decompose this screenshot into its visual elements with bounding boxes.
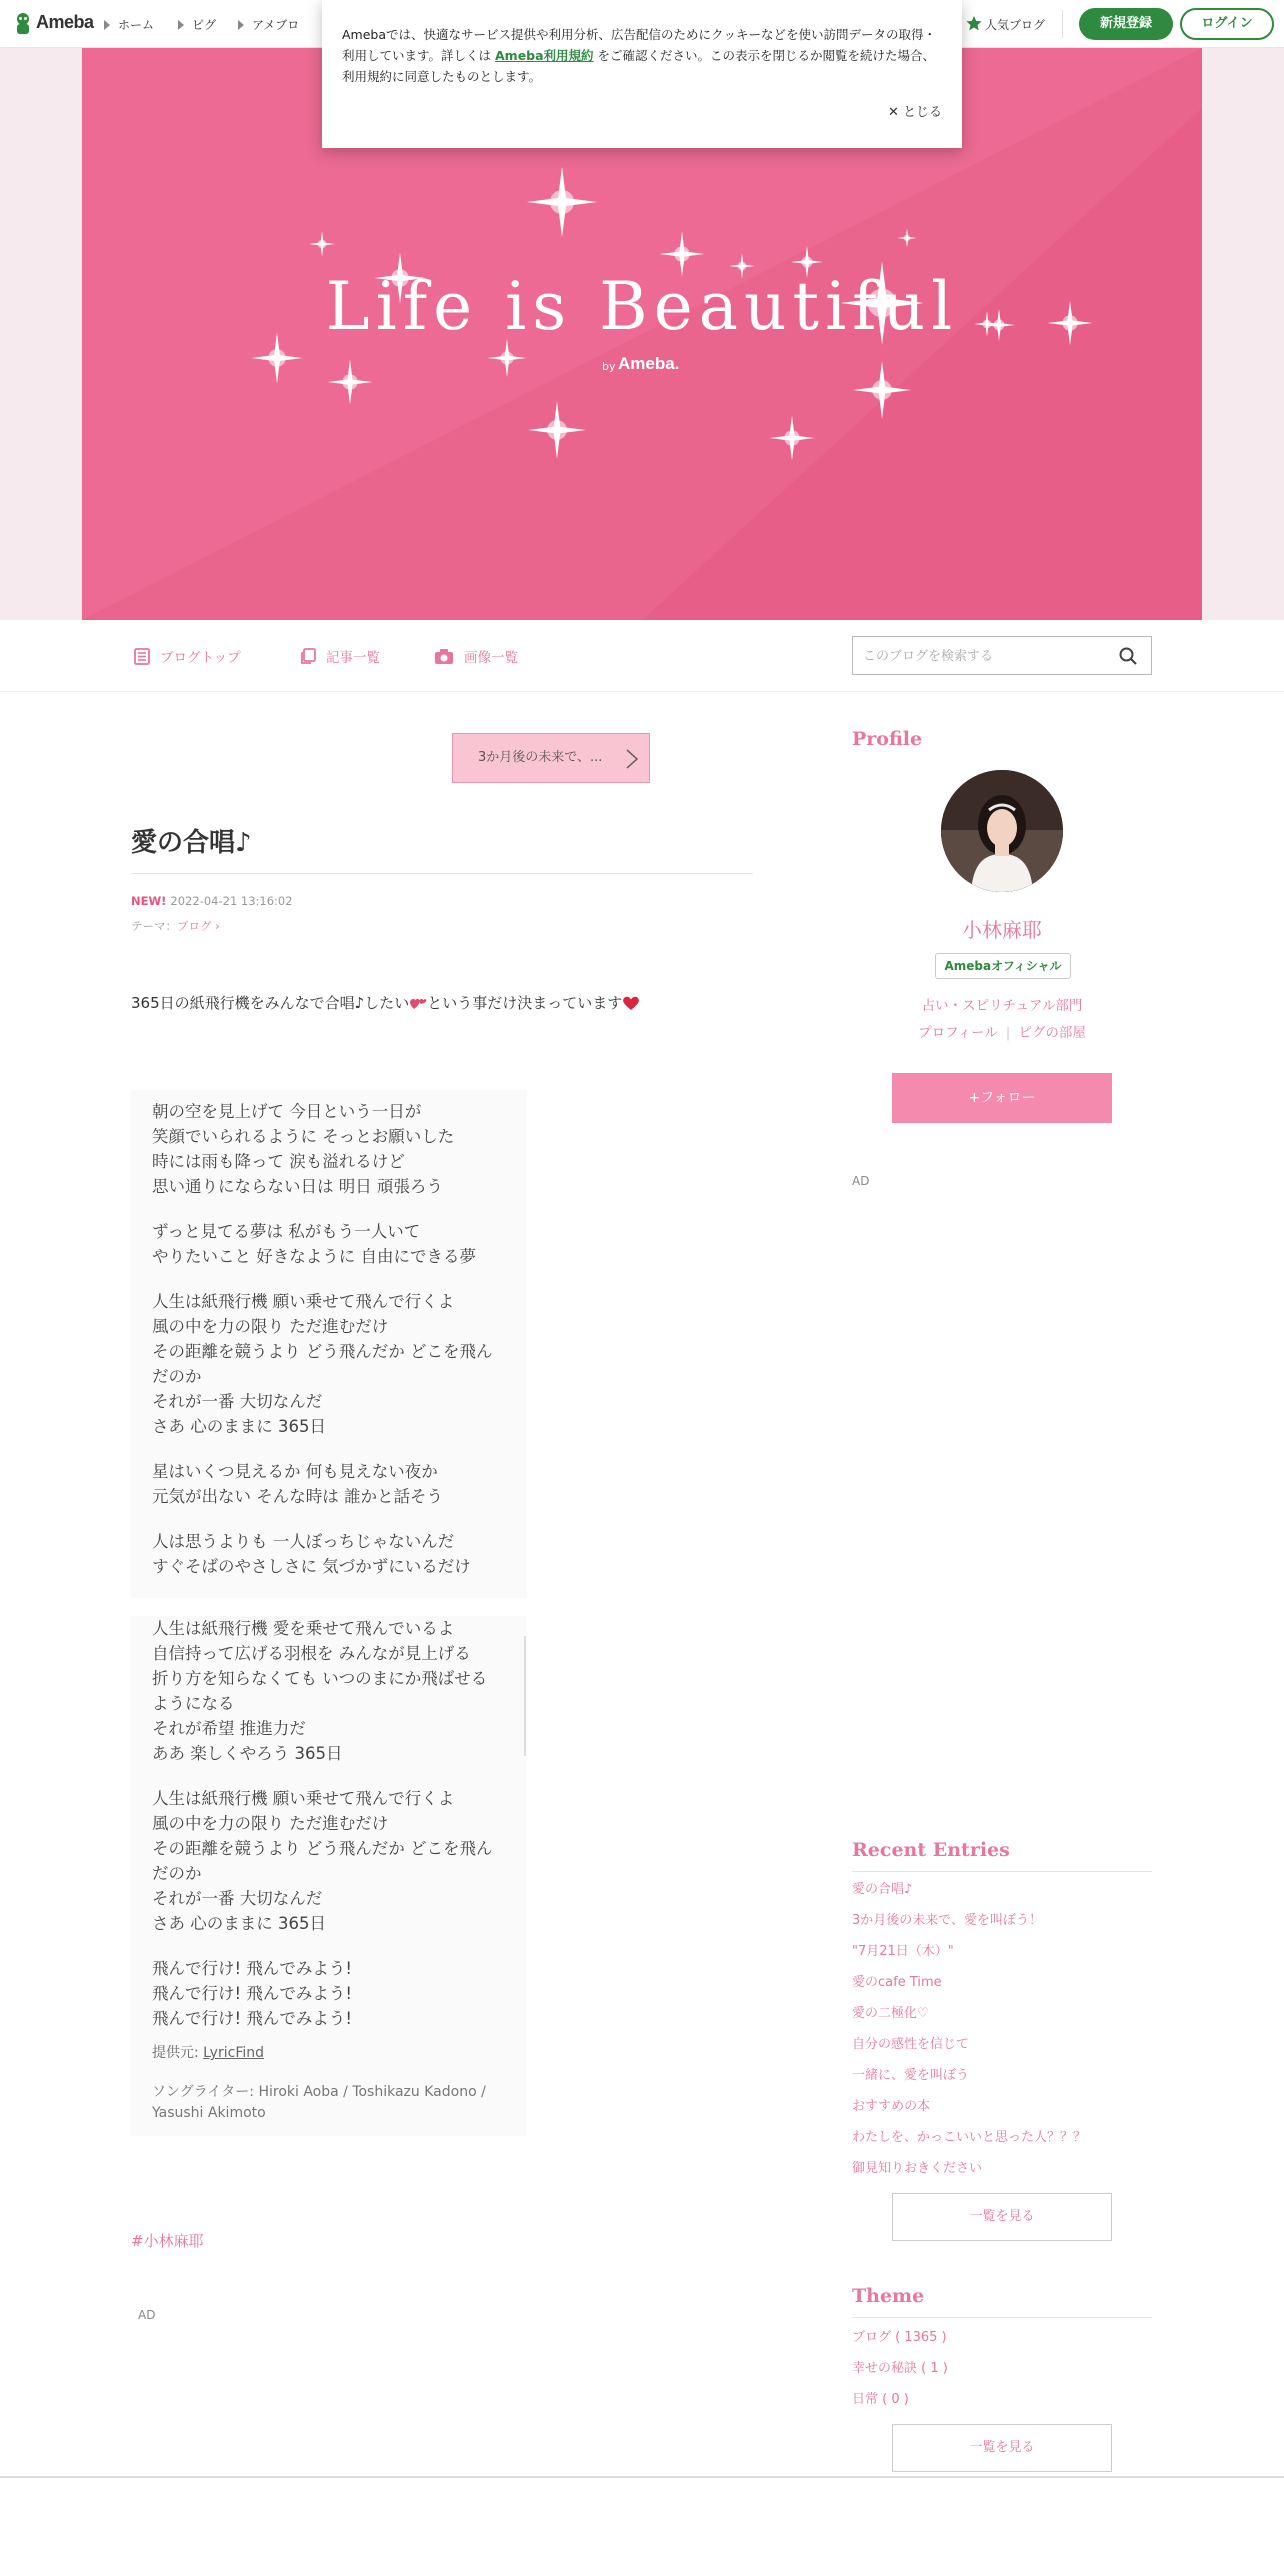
lyrics-stanza — [152, 1956, 527, 2031]
tab-image-list[interactable]: 画像一覧 — [434, 646, 518, 666]
lyrics-stanza — [152, 1786, 527, 1936]
profile-links: プロフィール | ピグの部屋 — [918, 1025, 1086, 1041]
heart-icon — [622, 995, 640, 1011]
divider — [131, 873, 753, 874]
lyrics-line: 元気が出ない そんな時は 誰かと話そう — [152, 1487, 443, 1506]
theme-more-button[interactable]: 一覧を見る — [892, 2424, 1112, 2472]
ad-label: AD — [852, 1174, 870, 1188]
hero-brand: Ameba. — [618, 354, 680, 373]
profile-photo — [941, 770, 1063, 892]
lyrics-line: 朝の空を見上げて 今日という一日が — [152, 1102, 422, 1121]
theme-link[interactable]: ブログ › — [177, 919, 220, 933]
nav-pigg[interactable]: ピグ — [178, 16, 216, 33]
lyrics-line: 飛んで行け! 飛んでみよう! — [152, 1984, 352, 2003]
sparkle-icon — [309, 231, 335, 257]
recent-entry-link[interactable]: 3か月後の未来で、愛を叫ぼう！ — [852, 1913, 1043, 1928]
login-button[interactable]: ログイン — [1180, 8, 1274, 40]
close-icon: ✕ — [887, 105, 903, 120]
recent-more-button[interactable]: 一覧を見る — [892, 2193, 1112, 2241]
article-title[interactable]: 愛の合唱♪ — [131, 828, 252, 858]
hero-by: by — [602, 360, 616, 373]
tab-article-list[interactable]: 記事一覧 — [300, 646, 380, 666]
divider — [1062, 10, 1063, 38]
lyrics-line: それが希望 推進力だ — [152, 1719, 306, 1738]
previous-article-button[interactable]: 3か月後の未来で、... — [452, 733, 650, 783]
recent-entry-link[interactable]: 愛の合唱♪ — [852, 1882, 913, 1897]
article-intro: 365日の紙飛行機をみんなで合唱♪したい という事だけ決まっています — [131, 992, 640, 1013]
lyrics-stanza — [152, 1616, 527, 1766]
lyrics-stanza — [152, 1219, 527, 1269]
hashtag-link[interactable]: #小林麻耶 — [131, 2232, 204, 2250]
lyrics-line: 人は思うよりも 一人ぼっちじゃないんだ — [152, 1532, 455, 1551]
document-icon — [134, 648, 150, 665]
lyrics-stanza — [152, 1289, 527, 1439]
ameba-logo-text[interactable]: Ameba — [36, 12, 94, 32]
lyrics-line: 人生は紙飛行機 愛を乗せて飛んでいるよ — [152, 1619, 455, 1638]
nav-ameblo[interactable]: アメブロ — [238, 16, 299, 33]
lyrics-line: ああ 楽しくやろう 365日 — [152, 1744, 343, 1763]
sparkle-icon — [527, 167, 597, 237]
register-button[interactable]: 新規登録 — [1079, 8, 1173, 40]
blog-nav — [0, 620, 1284, 692]
lyrics-line: 飛んで行け! 飛んでみよう! — [152, 1959, 352, 1978]
lyrics-line: 人生は紙飛行機 願い乗せて飛んで行くよ — [152, 1789, 455, 1808]
recent-entry-link[interactable]: 一緒に、愛を叫ぼう — [852, 2068, 970, 2083]
lyrics-line: やりたいこと 好きなように 自由にできる夢 — [152, 1247, 476, 1266]
cookie-text: Amebaでは、快適なサービス提供や利用分析、広告配信のためにクッキーなどを使い訪問データの取得・利用しています。詳しくは Ameba利用規約 をご確認ください。この表示を閉じるか閲覧を続けた場合、利用規約に同意したものとします。 — [342, 27, 937, 84]
recent-entry-link[interactable]: 御見知りおきください — [852, 2161, 983, 2176]
nav-home[interactable]: ホーム — [104, 16, 154, 33]
lyrics-line: 思い通りにならない日は 明日 頑張ろう — [152, 1177, 443, 1196]
cookie-close-button[interactable]: ✕ とじる — [887, 105, 942, 120]
lyrics-line: それが一番 大切なんだ — [152, 1889, 323, 1908]
lyrics-line: 折り方を知らなくても いつのまにか飛ばせる — [152, 1669, 488, 1688]
blog-search-input[interactable] — [863, 645, 1103, 667]
new-badge: NEW! — [131, 894, 167, 908]
lyrics-line: 時には雨も降って 涙も溢れるけど — [152, 1152, 405, 1171]
triangle-right-icon — [178, 20, 184, 30]
lyrics-stanza — [152, 1529, 527, 1579]
lyrics-text — [152, 1099, 527, 1599]
recent-entry-link[interactable]: 愛のcafe Time — [852, 1975, 942, 1990]
lyrics-line: 飛んで行け! 飛んでみよう! — [152, 2009, 352, 2028]
official-badge: Amebaオフィシャル — [935, 953, 1071, 979]
divider — [852, 1871, 1152, 1872]
follow-button[interactable]: +フォロー — [892, 1073, 1112, 1123]
profile-heading: Profile — [852, 728, 923, 750]
lyrics-line: 人生は紙飛行機 願い乗せて飛んで行くよ — [152, 1292, 455, 1311]
recent-entry-link[interactable]: 愛の二極化♡ — [852, 2006, 929, 2021]
lyrics-box — [131, 1090, 527, 1598]
lyrics-line: その距離を競うより どう飛んだか どこを飛ん — [152, 1839, 493, 1858]
chevron-right-icon — [625, 748, 639, 770]
lyrics-line: すぐそばのやさしさに 気づかずにいるだけ — [152, 1557, 471, 1576]
pig-room-link[interactable]: ピグの部屋 — [1018, 1025, 1086, 1041]
recent-entry-link[interactable]: わたしを、かっこいいと思った人？？？ — [852, 2130, 1087, 2145]
lyrics-text — [152, 1616, 527, 2051]
lyrics-line: だのか — [152, 1864, 202, 1883]
scrollbar[interactable] — [524, 1636, 526, 1756]
songwriter: ソングライター: Hiroki Aoba / Toshikazu Kadono / Yasushi Akimoto — [152, 2084, 486, 2121]
lyrics-line: その距離を競うより どう飛んだか どこを飛ん — [152, 1342, 493, 1361]
theme-link[interactable]: 日常 ( 0 ) — [852, 2392, 909, 2407]
theme-link[interactable]: 幸せの秘訣 ( 1 ) — [852, 2361, 948, 2376]
lyrics-line: 笑顔でいられるように そっとお願いした — [152, 1127, 455, 1146]
lyrics-credit: 提供元: LyricFind — [152, 2045, 264, 2061]
ameba-logo-icon[interactable] — [12, 12, 34, 36]
recent-entry-link[interactable]: 自分の感性を信じて — [852, 2037, 970, 2052]
lyrics-box — [131, 1616, 527, 2136]
popular-blog-link[interactable]: 人気ブログ — [966, 16, 1045, 33]
lyricfind-link[interactable]: LyricFind — [203, 2045, 264, 2061]
lyrics-line: それが一番 大切なんだ — [152, 1392, 323, 1411]
lyrics-line: 風の中を力の限り ただ進むだけ — [152, 1814, 389, 1833]
divider — [852, 2317, 1152, 2318]
copy-icon — [300, 648, 316, 665]
avatar[interactable] — [941, 770, 1063, 892]
lyrics-stanza — [152, 1459, 527, 1509]
article-date: NEW! 2022-04-21 13:16:02 — [131, 894, 293, 908]
triangle-right-icon — [238, 20, 244, 30]
article-theme: テーマ：ブログ › — [131, 919, 220, 933]
category-link[interactable]: 占い・スピリチュアル部門 — [921, 998, 1083, 1014]
recent-entry-link[interactable]: おすすめの本 — [852, 2099, 931, 2114]
lyrics-line: 星はいくつ見えるか 何も見えない夜か — [152, 1462, 438, 1481]
lyrics-stanza — [152, 1099, 527, 1199]
lyrics-line: さあ 心のままに 365日 — [152, 1914, 326, 1933]
sparkle-icon — [328, 360, 373, 405]
recent-entries-heading: Recent Entries — [852, 1839, 1010, 1861]
camera-icon — [434, 648, 454, 665]
two-hearts-icon — [409, 995, 427, 1011]
tab-blog-top[interactable]: ブログトップ — [134, 646, 241, 666]
cookie-consent-dialog — [322, 0, 962, 148]
author-name[interactable]: 小林麻耶 — [962, 918, 1042, 942]
lyrics-line: だのか — [152, 1367, 202, 1386]
ad-label: AD — [138, 2308, 156, 2322]
theme-heading: Theme — [852, 2285, 925, 2307]
profile-link[interactable]: プロフィール — [918, 1025, 998, 1041]
footer-divider — [0, 2476, 1284, 2478]
search-icon[interactable] — [1119, 647, 1137, 665]
lyrics-line: ずっと見てる夢は 私がもう一人いて — [152, 1222, 421, 1241]
blog-search — [852, 636, 1152, 675]
lyrics-line: さあ 心のままに 365日 — [152, 1417, 326, 1436]
lyrics-line: ようになる — [152, 1694, 235, 1713]
terms-link[interactable]: Ameba利用規約 — [495, 48, 594, 63]
recent-entry-link[interactable]: "7月21日（木）" — [852, 1944, 954, 1959]
lyrics-line: 自信持って広げる羽根を みんなが見上げる — [152, 1644, 471, 1663]
theme-link[interactable]: ブログ ( 1365 ) — [852, 2330, 947, 2345]
star-icon — [966, 16, 982, 31]
triangle-right-icon — [104, 20, 110, 30]
hero-title: Life is Beautiful — [325, 268, 959, 345]
lyrics-line: 風の中を力の限り ただ進むだけ — [152, 1317, 389, 1336]
